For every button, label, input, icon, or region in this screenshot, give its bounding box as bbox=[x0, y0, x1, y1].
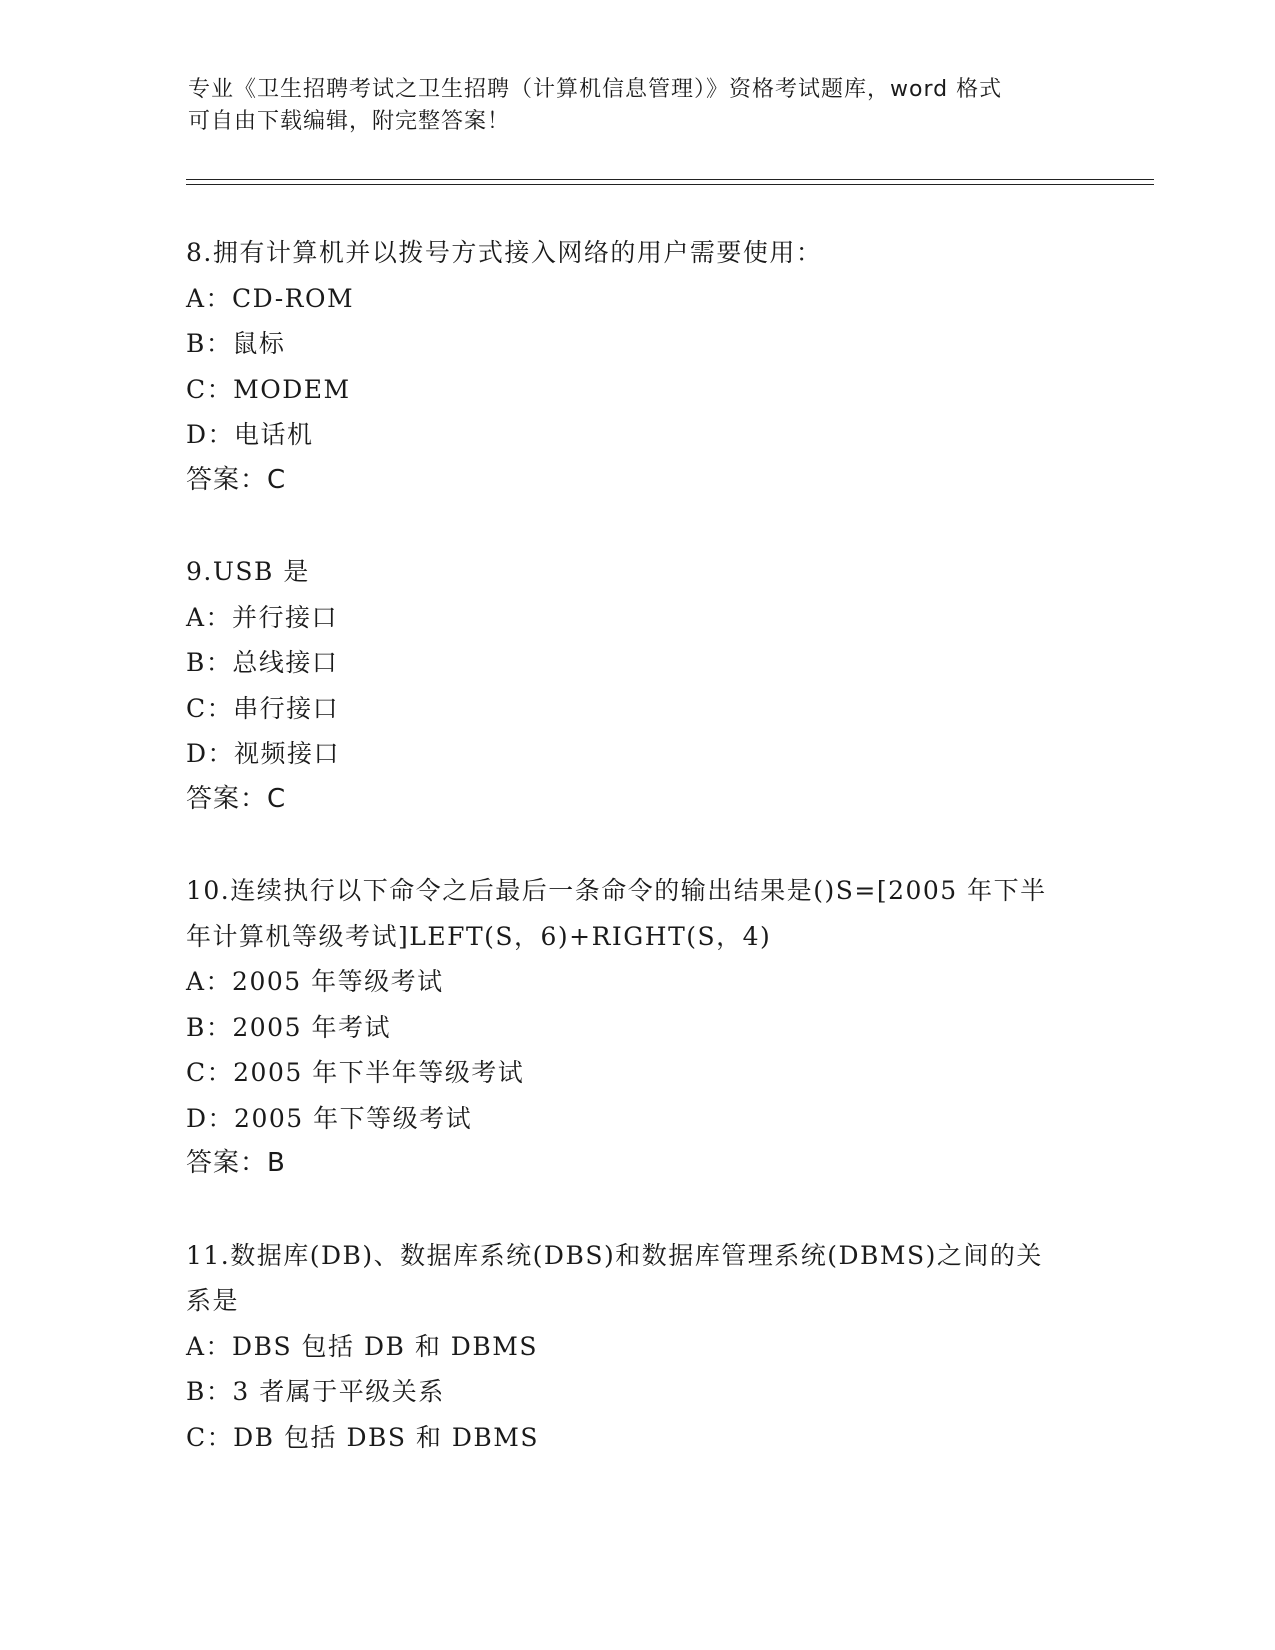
option-a: A：2005 年等级考试 bbox=[186, 967, 444, 996]
option-b: B：总线接口 bbox=[186, 648, 339, 677]
question-stem: 8.拥有计算机并以拨号方式接入网络的用户需要使用： bbox=[186, 238, 823, 267]
question-stem: 11.数据库(DB)、数据库系统(DBS)和数据库管理系统(DBMS)之间的关系是 bbox=[186, 1240, 1043, 1315]
header-divider-top bbox=[186, 179, 1154, 180]
option-d: D：电话机 bbox=[186, 420, 314, 449]
question-11 bbox=[186, 1233, 1066, 1461]
question-8 bbox=[186, 230, 1066, 503]
header-line-2: 可自由下载编辑，附完整答案！ bbox=[188, 109, 511, 134]
document-header bbox=[188, 74, 1088, 138]
header-divider-bottom bbox=[186, 184, 1154, 185]
option-a: A：并行接口 bbox=[186, 602, 339, 632]
option-c: C：MODEM bbox=[186, 374, 351, 404]
option-b: B：鼠标 bbox=[186, 329, 286, 358]
answer-label: 答案：B bbox=[186, 1148, 286, 1178]
question-stem: 9.USB 是 bbox=[186, 557, 310, 586]
question-9 bbox=[186, 549, 1066, 822]
header-line-1: 专业《卫生招聘考试之卫生招聘（计算机信息管理）》资格考试题库，word 格式 bbox=[188, 77, 1003, 102]
answer-label: 答案：C bbox=[186, 464, 287, 495]
question-list bbox=[186, 230, 1066, 1506]
option-d: D：2005 年下等级考试 bbox=[186, 1103, 473, 1133]
answer-label: 答案：C bbox=[186, 783, 287, 814]
question-stem: 10.连续执行以下命令之后最后一条命令的输出结果是()S=[2005 年下半年计算机等级考试]LEFT(S，6)+RIGHT(S，4) bbox=[186, 876, 1047, 951]
option-c: C：串行接口 bbox=[186, 693, 340, 723]
option-b: B：3 者属于平级关系 bbox=[186, 1377, 445, 1406]
question-10 bbox=[186, 868, 1066, 1187]
option-a: A：DBS 包括 DB 和 DBMS bbox=[186, 1331, 538, 1361]
option-a: A：CD-ROM bbox=[186, 283, 355, 313]
option-c: C：2005 年下半年等级考试 bbox=[186, 1058, 525, 1087]
option-c: C：DB 包括 DBS 和 DBMS bbox=[186, 1422, 540, 1452]
option-d: D：视频接口 bbox=[186, 739, 341, 768]
option-b: B：2005 年考试 bbox=[186, 1012, 391, 1042]
